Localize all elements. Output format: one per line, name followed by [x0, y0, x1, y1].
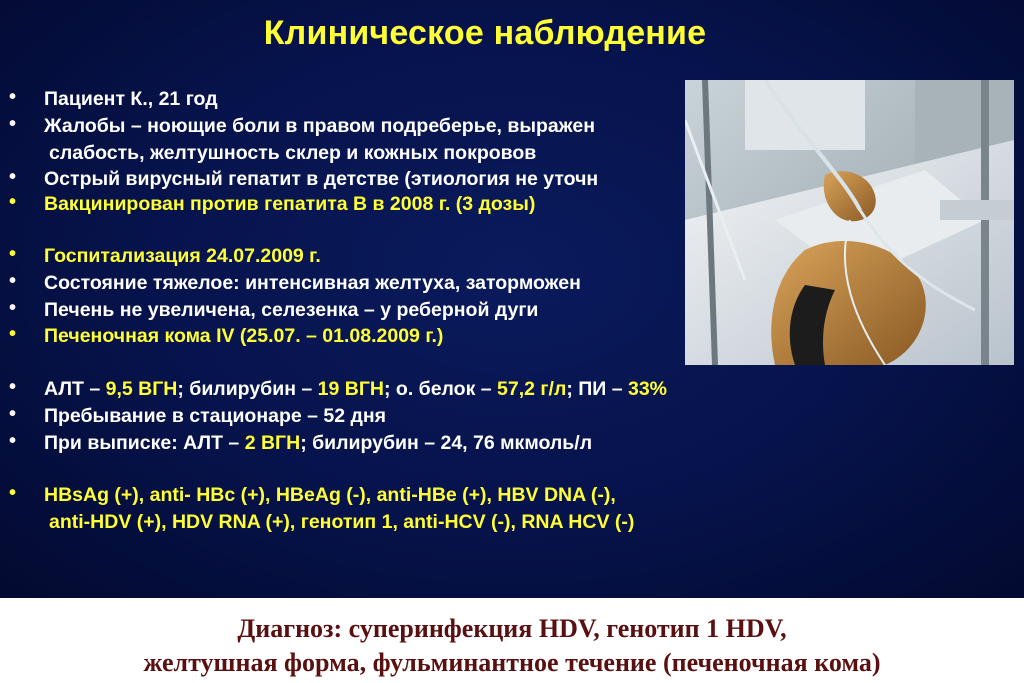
bullet-text-highlight: HBsAg (+), anti- HBc (+), HBeAg (-), anti-HBe (+), HBV DNA (-), — [44, 484, 616, 506]
lab-label: ; о. белок – — [384, 378, 498, 400]
lab-label: АЛТ – — [44, 378, 106, 400]
bullet-text-continuation: anti-HDV (+), HDV RNA (+), генотип 1, anti-HCV (-), RNA HCV (-) — [49, 511, 635, 533]
bullet-text-highlight: Госпитализация 24.07.2009 г. — [44, 245, 321, 267]
bullet-icon: • — [9, 323, 17, 345]
bullet-text: Состояние тяжелое: интенсивная желтуха, заторможен — [44, 272, 581, 294]
lab-value: 9,5 ВГН — [105, 378, 178, 400]
lab-label: При выписке: АЛТ – — [44, 432, 245, 454]
lab-label: ; ПИ – — [566, 378, 628, 400]
bullet-text: Печень не увеличена, селезенка – у реберной дуги — [44, 299, 539, 321]
bullet-text-highlight: Печеночная кома IV (25.07. – 01.08.2009 г.) — [44, 325, 444, 347]
lab-label: ; билирубин – — [177, 378, 318, 400]
diagnosis-panel — [0, 598, 1024, 683]
diagnosis-line-2: желтушная форма, фульминантное течение (печеночная кома) — [143, 648, 881, 677]
bullet-icon: • — [9, 482, 17, 504]
bullet-icon: • — [9, 403, 17, 425]
bullet-icon: • — [9, 191, 17, 213]
bullet-icon: • — [9, 166, 17, 188]
bullet-icon: • — [9, 243, 17, 265]
patient-photo — [685, 80, 1014, 365]
bullet-text: Пребывание в стационаре – 52 дня — [44, 405, 387, 427]
bullet-icon: • — [9, 270, 17, 292]
lab-label: ; билирубин – 24, 76 мкмоль/л — [300, 432, 593, 454]
bullet-icon: • — [9, 376, 17, 398]
bullet-discharge-values — [44, 432, 592, 455]
lab-value: 33% — [627, 378, 667, 400]
patient-photo-icon — [685, 80, 1014, 365]
bullet-icon: • — [9, 430, 17, 452]
lab-value: 57,2 г/л — [497, 378, 567, 400]
diagnosis-line-1: Диагноз: суперинфекция HDV, генотип 1 HDV, — [237, 614, 787, 643]
lab-value: 2 ВГН — [244, 432, 301, 454]
bullet-text-continuation: слабость, желтушность склер и кожных покровов — [49, 142, 537, 164]
lab-value: 19 ВГН — [317, 378, 384, 400]
bullet-icon: • — [9, 297, 17, 319]
bullet-icon: • — [9, 86, 17, 108]
bullet-text: Пациент К., 21 год — [44, 88, 218, 110]
bullet-lab-values — [44, 378, 667, 401]
bullet-text-highlight: Вакцинирован против гепатита В в 2008 г. (3 дозы) — [44, 193, 536, 215]
bullet-text: Острый вирусный гепатит в детстве (этиология не уточн — [44, 168, 599, 190]
bullet-text: Жалобы – ноющие боли в правом подреберье, выражен — [44, 115, 595, 137]
slide-title: Клиническое наблюдение — [263, 14, 707, 52]
bullet-icon: • — [9, 113, 17, 135]
